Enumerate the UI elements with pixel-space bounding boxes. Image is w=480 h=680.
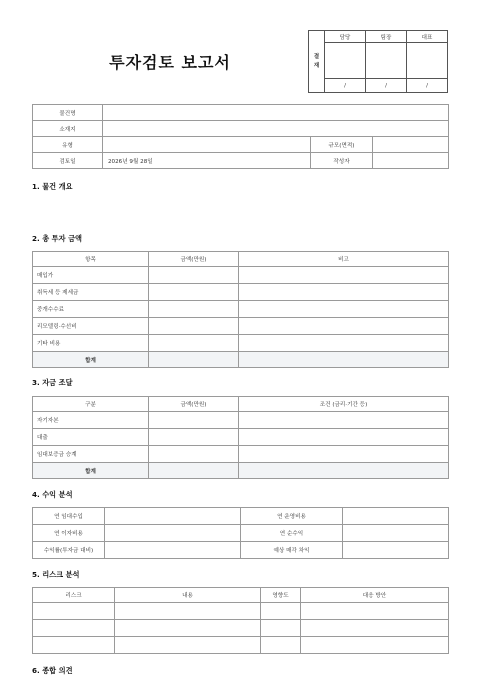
approval-sign-staff[interactable] (325, 43, 366, 79)
document-title: 투자검토 보고서 (109, 53, 231, 72)
funding-terms-cell[interactable] (239, 412, 449, 429)
funding-header-category: 구분 (33, 397, 149, 412)
address-value[interactable] (103, 121, 449, 137)
author-label: 작성자 (311, 153, 373, 169)
approval-col-manager: 팀장 (366, 31, 407, 43)
investment-header-note: 비고 (239, 252, 449, 267)
investment-note-cell[interactable] (239, 267, 449, 284)
approval-col-staff: 담당 (325, 31, 366, 43)
table-row (33, 637, 449, 654)
investment-header-item: 항목 (33, 252, 149, 267)
funding-header-amount: 금액(만원) (149, 397, 239, 412)
annual-opex-label: 연 운영비용 (241, 508, 343, 525)
approval-sign-manager[interactable] (366, 43, 407, 79)
investment-row-label: 취득세 등 제세금 (33, 284, 149, 301)
funding-amount-cell[interactable] (149, 446, 239, 463)
funding-row-label: 대출 (33, 429, 149, 446)
funding-row-label: 임대보증금 승계 (33, 446, 149, 463)
investment-total-amount[interactable] (149, 352, 239, 368)
table-row (33, 301, 449, 318)
table-row (33, 446, 449, 463)
scale-value[interactable] (373, 137, 449, 153)
investment-amount-cell[interactable] (149, 267, 239, 284)
investment-amount-cell[interactable] (149, 318, 239, 335)
risk-cell[interactable] (261, 620, 301, 637)
risk-header-impact: 영향도 (261, 588, 301, 603)
investment-row-label: 매입가 (33, 267, 149, 284)
returns-table (32, 507, 449, 559)
risk-cell[interactable] (301, 603, 449, 620)
scale-label: 규모(면적) (311, 137, 373, 153)
type-label: 유형 (33, 137, 103, 153)
risk-cell[interactable] (301, 637, 449, 654)
yield-label: 수익률(투자금 대비) (33, 542, 105, 559)
funding-header-terms: 조건 (금리·기간 등) (239, 397, 449, 412)
funding-total-amount[interactable] (149, 463, 239, 479)
table-row (33, 267, 449, 284)
approval-side-label-top: 결 (313, 53, 320, 60)
risk-cell[interactable] (261, 637, 301, 654)
annual-rent-label: 연 임대수입 (33, 508, 105, 525)
section-risk-heading: 5. 리스크 분석 (32, 570, 80, 579)
funding-total-label: 합계 (33, 463, 149, 479)
table-row (33, 284, 449, 301)
annual-interest-label: 연 이자비용 (33, 525, 105, 542)
author-value[interactable] (373, 153, 449, 169)
investment-header-amount: 금액(만원) (149, 252, 239, 267)
investment-amount-cell[interactable] (149, 335, 239, 352)
investment-table (32, 251, 449, 368)
funding-amount-cell[interactable] (149, 429, 239, 446)
table-row (33, 335, 449, 352)
exit-gain-label: 예상 매각 차익 (241, 542, 343, 559)
table-row (33, 412, 449, 429)
approval-side-label-bottom: 재 (313, 62, 320, 69)
exit-gain-value[interactable] (343, 542, 449, 559)
risk-cell[interactable] (33, 637, 115, 654)
section-funding-heading: 3. 자금 조달 (32, 378, 73, 387)
risk-cell[interactable] (33, 603, 115, 620)
annual-rent-value[interactable] (105, 508, 241, 525)
yield-value[interactable] (105, 542, 241, 559)
funding-table (32, 396, 449, 479)
approval-side-label (309, 31, 325, 93)
risk-cell[interactable] (115, 620, 261, 637)
table-row (33, 603, 449, 620)
investment-row-label: 기타 비용 (33, 335, 149, 352)
investment-note-cell[interactable] (239, 335, 449, 352)
investment-note-cell[interactable] (239, 301, 449, 318)
risk-header-response: 대응 방안 (301, 588, 449, 603)
risk-cell[interactable] (33, 620, 115, 637)
investment-note-cell[interactable] (239, 318, 449, 335)
approval-date-ceo: / (407, 79, 448, 93)
risk-cell[interactable] (115, 637, 261, 654)
risk-header-risk: 리스크 (33, 588, 115, 603)
funding-total-terms[interactable] (239, 463, 449, 479)
address-label: 소재지 (33, 121, 103, 137)
property-info-table (32, 104, 449, 169)
funding-terms-cell[interactable] (239, 446, 449, 463)
funding-terms-cell[interactable] (239, 429, 449, 446)
table-row (33, 318, 449, 335)
investment-note-cell[interactable] (239, 284, 449, 301)
risk-cell[interactable] (301, 620, 449, 637)
section-opinion-heading: 6. 종합 의견 (32, 666, 73, 675)
investment-amount-cell[interactable] (149, 284, 239, 301)
investment-row-label: 중개수수료 (33, 301, 149, 318)
investment-total-note[interactable] (239, 352, 449, 368)
table-row (33, 620, 449, 637)
table-row (33, 429, 449, 446)
property-name-label: 물건명 (33, 105, 103, 121)
annual-net-label: 연 순수익 (241, 525, 343, 542)
funding-row-label: 자기자본 (33, 412, 149, 429)
risk-header-detail: 내용 (115, 588, 261, 603)
property-name-value[interactable] (103, 105, 449, 121)
approval-date-manager: / (366, 79, 407, 93)
risk-cell[interactable] (115, 603, 261, 620)
section-returns-heading: 4. 수익 분석 (32, 490, 73, 499)
funding-amount-cell[interactable] (149, 412, 239, 429)
risk-table (32, 587, 449, 654)
section-investment-heading: 2. 총 투자 금액 (32, 234, 82, 243)
approval-box (308, 30, 448, 93)
annual-interest-value[interactable] (105, 525, 241, 542)
investment-total-label: 합계 (33, 352, 149, 368)
review-date-value[interactable]: 2026년 9월 28일 (103, 153, 311, 169)
section-overview-heading: 1. 물건 개요 (32, 182, 73, 191)
approval-col-ceo: 대표 (407, 31, 448, 43)
approval-sign-ceo[interactable] (407, 43, 448, 79)
annual-net-value[interactable] (343, 525, 449, 542)
review-date-label: 검토일 (33, 153, 103, 169)
risk-cell[interactable] (261, 603, 301, 620)
investment-row-label: 리모델링·수선비 (33, 318, 149, 335)
annual-opex-value[interactable] (343, 508, 449, 525)
approval-date-staff: / (325, 79, 366, 93)
type-value[interactable] (103, 137, 311, 153)
investment-amount-cell[interactable] (149, 301, 239, 318)
